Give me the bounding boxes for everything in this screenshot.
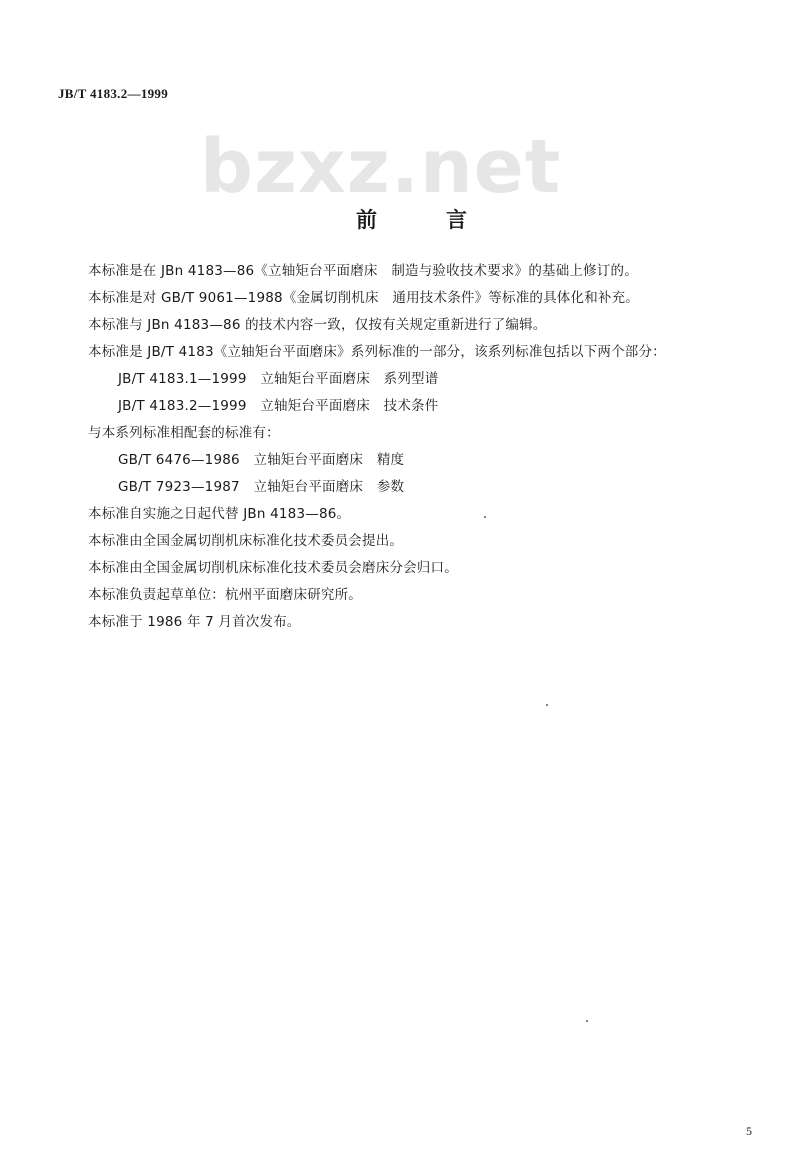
standard-list-item: GB/T 7923—1987 立轴矩台平面磨床 参数 <box>118 479 405 495</box>
standard-list-item: GB/T 6476—1986 立轴矩台平面磨床 精度 <box>118 452 405 468</box>
scan-speck <box>586 1020 588 1022</box>
paragraph-line: 本标准由全国金属切削机床标准化技术委员会磨床分会归口。 <box>88 560 458 576</box>
paragraph-line: 本标准是在 JBn 4183—86《立轴矩台平面磨床 制造与验收技术要求》的基础上修订的。 <box>88 263 638 279</box>
scan-speck <box>546 704 548 706</box>
page-number: 5 <box>746 1124 752 1138</box>
paragraph-line: 本标准负责起草单位：杭州平面磨床研究所。 <box>88 587 362 603</box>
paragraph-line: 本标准自实施之日起代替 JBn 4183—86。 <box>88 506 351 522</box>
paragraph-line: 与本系列标准相配套的标准有： <box>88 425 280 441</box>
paragraph-line: 本标准由全国金属切削机床标准化技术委员会提出。 <box>88 533 404 549</box>
standard-list-item: JB/T 4183.1—1999 立轴矩台平面磨床 系列型谱 <box>118 371 439 387</box>
paragraph-line: 本标准是对 GB/T 9061—1988《金属切削机床 通用技术条件》等标准的具体化和补充。 <box>88 290 640 306</box>
paragraph-line: 本标准是 JB/T 4183《立轴矩台平面磨床》系列标准的一部分，该系列标准包括以下两个部分： <box>88 344 666 360</box>
document-code: JB/T 4183.2—1999 <box>58 86 169 101</box>
scan-speck <box>484 516 486 518</box>
standard-list-item: JB/T 4183.2—1999 立轴矩台平面磨床 技术条件 <box>118 398 439 414</box>
page-title: 前 言 <box>356 208 491 232</box>
paragraph-line: 本标准与 JBn 4183—86 的技术内容一致，仅按有关规定重新进行了编辑。 <box>88 317 547 333</box>
paragraph-line: 本标准于 1986 年 7 月首次发布。 <box>88 614 301 630</box>
watermark: bzxz.net <box>200 124 562 210</box>
